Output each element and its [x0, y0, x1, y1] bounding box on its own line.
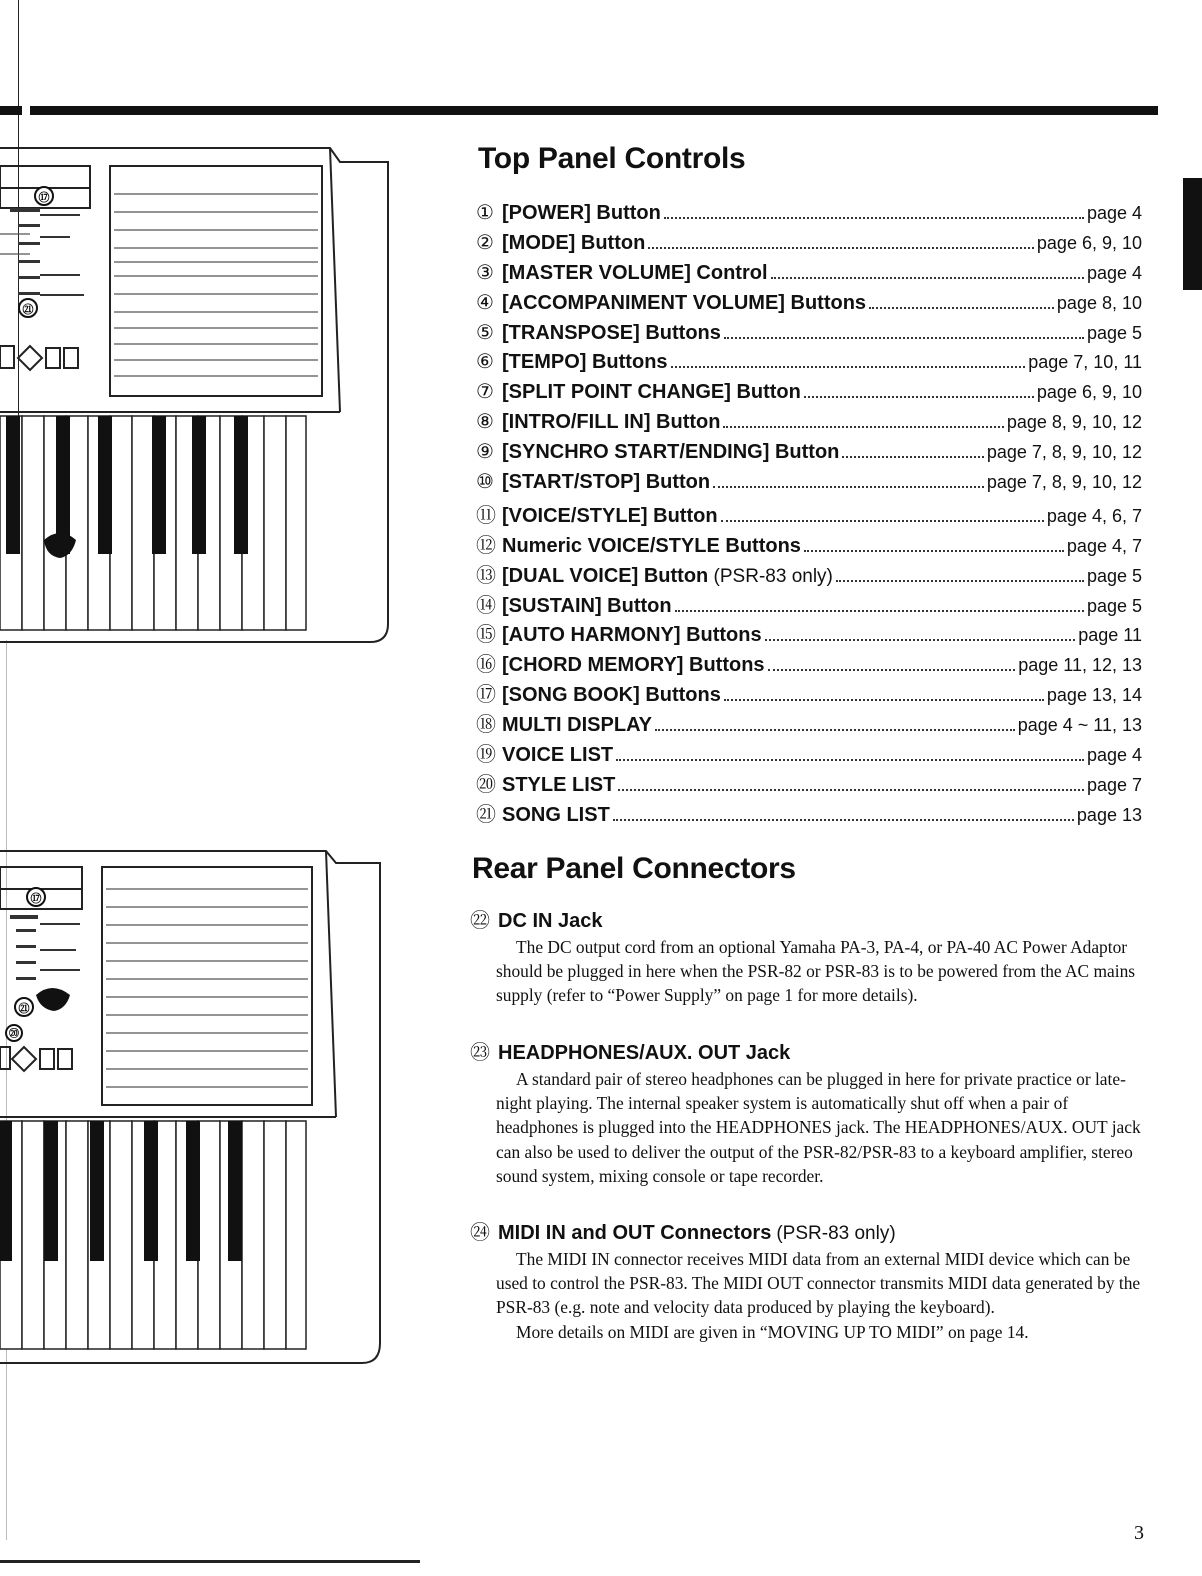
- connector-dc-in: [470, 904, 1150, 1008]
- callout-label: ㉑: [22, 304, 34, 316]
- callout-label: ⑰: [30, 893, 42, 905]
- keyboard-illustration-bottom: [0, 845, 400, 1375]
- control-item: ⑱ MULTI DISPLAY page 4 ~ 11, 13: [476, 714, 1142, 737]
- control-item: ㉑ SONG LIST page 13: [476, 803, 1142, 826]
- section-title-top-panel: Top Panel Controls: [478, 142, 746, 175]
- callout-label: ㉑: [18, 1003, 30, 1015]
- connector-heading: ㉔ MIDI IN and OUT Connectors (PSR-83 only): [470, 1222, 896, 1244]
- section-title-rear-panel: Rear Panel Connectors: [472, 852, 796, 885]
- control-item: ⑲ VOICE LIST page 4: [476, 744, 1142, 767]
- callout-label: ⑳: [9, 1029, 19, 1040]
- control-item: ⑥ [TEMPO] Buttons page 7, 10, 11: [476, 351, 1142, 374]
- callout-label: ⑰: [38, 192, 50, 204]
- control-item: ⑬ [DUAL VOICE] Button (PSR-83 only) page 5: [476, 564, 1142, 587]
- keyboard-panel-drawing: [0, 144, 400, 664]
- connector-headphones: [470, 1036, 1150, 1188]
- control-item: ② [MODE] Button page 6, 9, 10: [476, 231, 1142, 254]
- connector-midi: [470, 1216, 1150, 1344]
- connector-description: More details on MIDI are given in “MOVING UP TO MIDI” on page 14.: [516, 1321, 1029, 1342]
- control-item: ⑮ [AUTO HARMONY] Buttons page 11: [476, 624, 1142, 647]
- top-panel-controls-list: [476, 200, 1142, 828]
- control-item: ⑤ [TRANSPOSE] Buttons page 5: [476, 321, 1142, 344]
- keyboard-illustration-top: [0, 144, 400, 664]
- connector-heading: ㉒ DC IN Jack: [470, 910, 603, 932]
- control-item: ③ [MASTER VOLUME] Control page 4: [476, 261, 1142, 284]
- section-edge-tab: [1183, 178, 1202, 290]
- footer-rule: [0, 1560, 420, 1563]
- connector-description: A standard pair of stereo headphones can be plugged in here for private practice or late-night playing. The internal speaker system is automatically shut off when a pair of headphones is plugged into the HEADPHONES jack. The HEADPHONES/AUX. OUT jack can also be used to deliver the output of the PSR-82/PSR-83 to a keyboard amplifier, stereo sound system, mixing console or tape recorder.: [496, 1069, 1141, 1186]
- control-item: ⑭ [SUSTAIN] Button page 5: [476, 594, 1142, 617]
- connector-description: The MIDI IN connector receives MIDI data from an external MIDI device which can be used to control the PSR-83. The MIDI OUT connector transmits MIDI data generated by the PSR-83 (e.g. note and velocity data produced by playing the keyboard).: [496, 1249, 1141, 1318]
- control-item: ④ [ACCOMPANIMENT VOLUME] Buttons page 8, 10: [476, 291, 1142, 314]
- control-item: ⑰ [SONG BOOK] Buttons page 13, 14: [476, 684, 1142, 707]
- header-rule: [0, 106, 1158, 115]
- control-item: ⑦ [SPLIT POINT CHANGE] Button page 6, 9, 10: [476, 381, 1142, 404]
- control-item: ⑨ [SYNCHRO START/ENDING] Button page 7, 8, 9, 10, 12: [476, 441, 1142, 464]
- page-number: 3: [1134, 1522, 1144, 1544]
- control-item: ⑩ [START/STOP] Button page 7, 8, 9, 10, 12: [476, 471, 1142, 494]
- connector-heading: ㉓ HEADPHONES/AUX. OUT Jack: [470, 1042, 791, 1064]
- keyboard-panel-drawing: [0, 845, 400, 1375]
- control-item: ⑫ Numeric VOICE/STYLE Buttons page 4, 7: [476, 534, 1142, 557]
- control-item: ⑯ [CHORD MEMORY] Buttons page 11, 12, 13: [476, 654, 1142, 677]
- control-item: ① [POWER] Button page 4: [476, 202, 1142, 224]
- control-item: ⑳ STYLE LIST page 7: [476, 773, 1142, 796]
- connector-description: The DC output cord from an optional Yamaha PA-3, PA-4, or PA-40 AC Power Adaptor should be plugged in here when the PSR-82 or PSR-83 is to be powered from the AC mains supply (refer to “Power Supply” on page 1 for more details).: [496, 937, 1136, 1006]
- control-item: ⑪ [VOICE/STYLE] Button page 4, 6, 7: [476, 504, 1142, 527]
- control-item: ⑧ [INTRO/FILL IN] Button page 8, 9, 10, 12: [476, 411, 1142, 434]
